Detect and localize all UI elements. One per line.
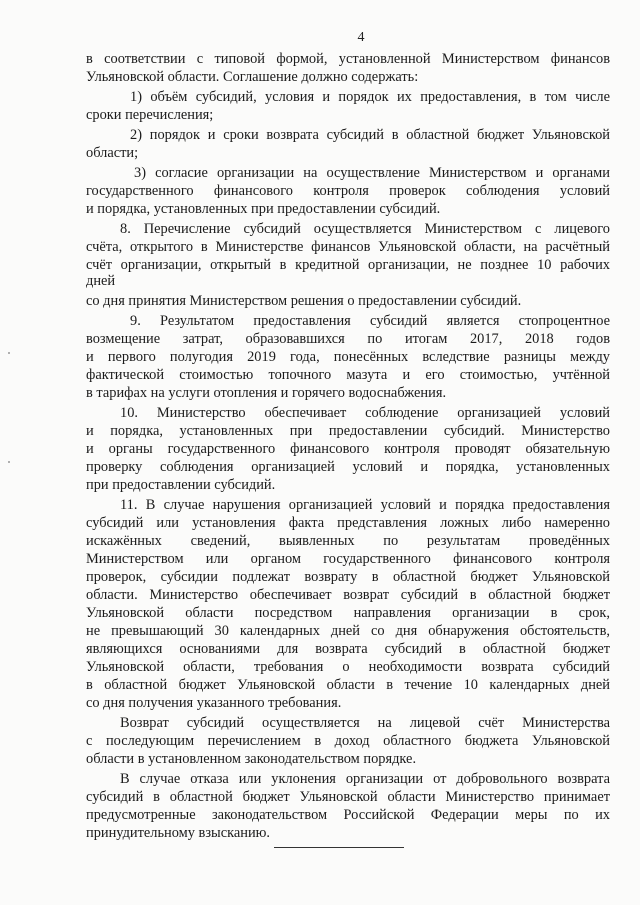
text-line: Министерством или органом государственного финансового контроля: [86, 551, 610, 567]
text-line: сроки перечисления;: [86, 107, 214, 123]
text-line: 10. Министерство обеспечивает соблюдение организацией условий: [120, 405, 610, 421]
text-line: счёт организации, открытый в кредитной организации, не позднее 10 рабочих: [86, 257, 610, 273]
text-line: со дня принятия Министерством решения о предоставлении субсидий.: [86, 293, 522, 309]
text-line: принудительному взысканию.: [86, 825, 270, 841]
scan-speck: [8, 461, 10, 463]
text-line: фактической стоимостью топочного мазута и его стоимостью, учтённой: [86, 367, 610, 383]
text-line: и первого полугодия 2019 года, понесённых вследствие разницы между: [86, 349, 610, 365]
text-line: при предоставлении субсидий.: [86, 477, 276, 493]
text-line: 8. Перечисление субсидий осуществляется Министерством с лицевого: [120, 221, 610, 237]
text-line: области;: [86, 145, 139, 161]
text-line: государственного финансового контроля проверок соблюдения условий: [86, 183, 610, 199]
text-line: с последующим перечислением в доход областного бюджета Ульяновской: [86, 733, 610, 749]
text-line: и порядка, установленных при предоставлении субсидий.: [86, 201, 441, 217]
text-line: субсидий или установления факта представления ложных либо намеренно: [86, 515, 610, 531]
page-number: 4: [357, 30, 365, 45]
text-line: в областной бюджет Ульяновской области в течение 10 календарных дней: [86, 677, 610, 693]
text-line: 11. В случае нарушения организацией условий и порядка предоставления: [120, 497, 610, 513]
text-line: проверку соблюдения организацией условий и порядка, установленных: [86, 459, 610, 475]
text-line: в соответствии с типовой формой, установленной Министерством финансов: [86, 51, 610, 67]
text-line: проверок, субсидии подлежат возврату в областной бюджет Ульяновской: [86, 569, 610, 585]
text-line: со дня получения указанного требования.: [86, 695, 342, 711]
text-line: В случае отказа или уклонения организации от добровольного возврата: [120, 771, 610, 787]
text-line: счёта, открытого в Министерстве финансов Ульяновской области, на расчётный: [86, 239, 610, 255]
text-line: Ульяновской области, требования о необходимости возврата субсидий: [86, 659, 610, 675]
text-line: 1) объём субсидий, условия и порядок их предоставления, в том числе: [130, 89, 610, 105]
text-line: и порядка, установленных при предоставлении субсидий. Министерство: [86, 423, 610, 439]
text-line: в тарифах на услуги отопления и горячего водоснабжения.: [86, 385, 447, 401]
text-line: и органы государственного финансового контроля проводят обязательную: [86, 441, 610, 457]
text-line: Возврат субсидий осуществляется на лицевой счёт Министерства: [120, 715, 610, 731]
text-line: субсидий в областной бюджет Ульяновской области Министерство принимает: [86, 789, 610, 805]
text-line: 3) согласие организации на осуществление Министерством и органами: [134, 165, 610, 181]
text-line: возмещение затрат, образовавшихся по итогам 2017, 2018 годов: [86, 331, 610, 347]
end-of-text-rule: [274, 847, 404, 848]
text-line: предусмотренные законодательством Российской Федерации меры по их: [86, 807, 610, 823]
text-line: 2) порядок и сроки возврата субсидий в областной бюджет Ульяновской: [130, 127, 610, 143]
text-line: Ульяновской области. Соглашение должно содержать:: [86, 69, 419, 85]
text-line: области в установленном законодательством порядке.: [86, 751, 417, 767]
text-line: 9. Результатом предоставления субсидий является стопроцентное: [130, 313, 610, 329]
text-line: не превышающий 30 календарных дней со дня обнаружения обстоятельств,: [86, 623, 610, 639]
text-line: дней: [86, 273, 116, 289]
text-line: искажённых сведений, выявленных по результатам проведённых: [86, 533, 610, 549]
scan-speck: [8, 352, 10, 354]
text-line: являющихся основаниями для возврата субсидий в областной бюджет: [86, 641, 610, 657]
text-line: Ульяновской области посредством направления организации в срок,: [86, 605, 610, 621]
text-line: области. Министерство обеспечивает возврат субсидий в областной бюджет: [86, 587, 610, 603]
